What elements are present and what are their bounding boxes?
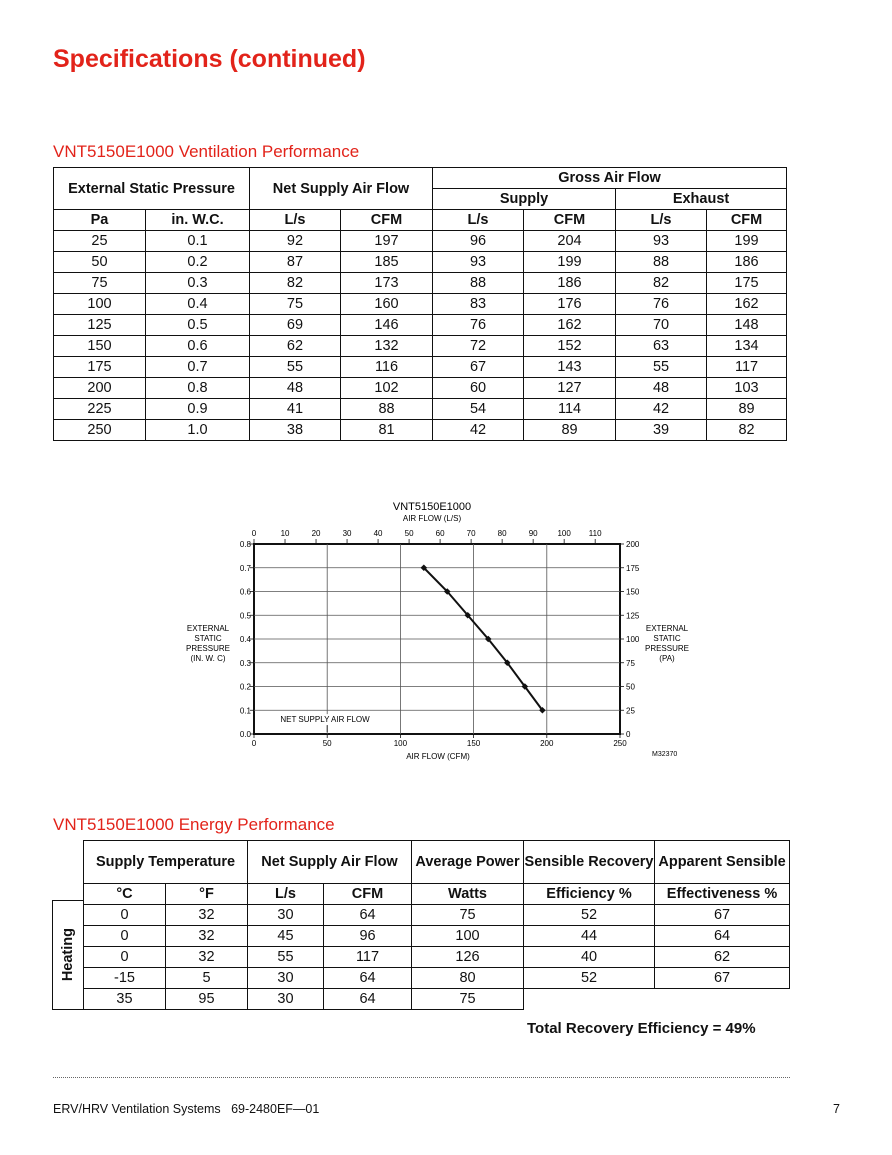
top-tick-label: 20 bbox=[311, 529, 321, 538]
table-cell: 42 bbox=[616, 399, 707, 420]
table-row bbox=[54, 273, 787, 294]
table-row bbox=[54, 399, 787, 420]
page-title: Specifications (continued) bbox=[53, 45, 366, 73]
chart-axis-labels bbox=[186, 624, 689, 663]
column-header: L/s bbox=[616, 210, 707, 231]
top-tick-label: 10 bbox=[280, 529, 290, 538]
energy-subheader: Watts bbox=[412, 884, 524, 905]
top-tick-label: 100 bbox=[557, 529, 571, 538]
table-cell: 152 bbox=[524, 336, 616, 357]
apparent-sensible-header bbox=[655, 841, 790, 884]
table-cell: 80 bbox=[412, 968, 524, 989]
table-cell: 30 bbox=[248, 989, 324, 1010]
column-header: CFM bbox=[707, 210, 787, 231]
table-cell: 1.0 bbox=[146, 420, 250, 441]
table-cell: 114 bbox=[524, 399, 616, 420]
y-tick-label: 0.3 bbox=[239, 658, 251, 668]
energy-subheader: CFM bbox=[324, 884, 412, 905]
heating-side-box bbox=[52, 900, 83, 1010]
table-cell: 100 bbox=[54, 294, 146, 315]
y-tick-label: 0.4 bbox=[239, 635, 251, 644]
column-header: in. W.C. bbox=[146, 210, 250, 231]
right-tick-label: 50 bbox=[626, 682, 635, 692]
left-axis-label-line: (IN. W. C) bbox=[190, 654, 226, 663]
energy-table-body bbox=[84, 905, 790, 1010]
x-tick-label: 200 bbox=[540, 739, 554, 748]
right-tick-label: 75 bbox=[626, 658, 635, 668]
table-cell: 32 bbox=[166, 905, 248, 926]
table-cell: 125 bbox=[54, 315, 146, 336]
table-cell: 38 bbox=[250, 420, 341, 441]
table-row bbox=[54, 336, 787, 357]
table-cell: 199 bbox=[707, 231, 787, 252]
table-cell: 0.9 bbox=[146, 399, 250, 420]
y-tick-label: 0.0 bbox=[239, 730, 251, 739]
column-header: CFM bbox=[341, 210, 433, 231]
y-tick-label: 0.6 bbox=[239, 587, 251, 597]
table-cell: 82 bbox=[250, 273, 341, 294]
table-cell: 76 bbox=[616, 294, 707, 315]
table-cell: 67 bbox=[655, 905, 790, 926]
right-tick-label: 200 bbox=[626, 540, 640, 549]
table-cell: 96 bbox=[433, 231, 524, 252]
top-tick-label: 70 bbox=[466, 529, 476, 538]
table-cell: 0.3 bbox=[146, 273, 250, 294]
table-cell: 64 bbox=[655, 926, 790, 947]
table-cell: 148 bbox=[707, 315, 787, 336]
right-tick-label: 100 bbox=[626, 635, 640, 644]
table-cell: 63 bbox=[616, 336, 707, 357]
top-tick-label: 40 bbox=[373, 529, 383, 538]
table-cell: 30 bbox=[248, 905, 324, 926]
right-tick-label: 25 bbox=[626, 706, 635, 716]
table-cell: 0.7 bbox=[146, 357, 250, 378]
table-cell: 75 bbox=[250, 294, 341, 315]
table-cell: 185 bbox=[341, 252, 433, 273]
left-axis-label-line: EXTERNAL bbox=[186, 624, 230, 633]
top-tick-label: 60 bbox=[435, 529, 445, 538]
top-tick-label: 110 bbox=[588, 529, 602, 538]
table-cell: 200 bbox=[54, 378, 146, 399]
energy-net-supply-header: Net Supply Air Flow bbox=[248, 841, 412, 884]
table-cell: 93 bbox=[433, 252, 524, 273]
table-cell: 41 bbox=[250, 399, 341, 420]
energy-subheader: L/s bbox=[248, 884, 324, 905]
table-cell: 82 bbox=[616, 273, 707, 294]
table-cell: 175 bbox=[54, 357, 146, 378]
y-tick-label: 0.8 bbox=[239, 540, 251, 549]
total-recovery-note: Total Recovery Efficiency = 49% bbox=[527, 1020, 756, 1037]
table-cell: 40 bbox=[524, 947, 655, 968]
table-cell: 92 bbox=[250, 231, 341, 252]
exhaust-header: Exhaust bbox=[616, 189, 787, 210]
ventilation-table-body bbox=[54, 231, 787, 441]
table-cell: 82 bbox=[707, 420, 787, 441]
table-cell: 81 bbox=[341, 420, 433, 441]
table-cell: 30 bbox=[248, 968, 324, 989]
footer-doc-id: ERV/HRV Ventilation Systems 69-2480EF—01 bbox=[53, 1102, 320, 1116]
table-cell: 42 bbox=[433, 420, 524, 441]
avg-power-header bbox=[412, 841, 524, 884]
table-cell: 0 bbox=[84, 947, 166, 968]
right-tick-label: 150 bbox=[626, 587, 640, 597]
table-cell: 176 bbox=[524, 294, 616, 315]
page-number: 7 bbox=[833, 1102, 840, 1116]
supply-header: Supply bbox=[433, 189, 616, 210]
y-tick-label: 0.1 bbox=[239, 706, 251, 716]
top-tick-label: 30 bbox=[342, 529, 352, 538]
energy-table bbox=[83, 840, 790, 1010]
table-row bbox=[84, 905, 790, 926]
table-cell: 103 bbox=[707, 378, 787, 399]
ventilation-table bbox=[53, 167, 787, 441]
x-tick-label: 0 bbox=[251, 739, 257, 748]
table-cell: 204 bbox=[524, 231, 616, 252]
top-tick-label: 50 bbox=[404, 529, 414, 538]
net-supply-header: Net Supply Air Flow bbox=[250, 168, 433, 210]
table-cell: 60 bbox=[433, 378, 524, 399]
table-row bbox=[84, 989, 790, 1010]
x-tick-label: 50 bbox=[322, 739, 332, 748]
table-cell: 48 bbox=[250, 378, 341, 399]
table-cell: 75 bbox=[412, 989, 524, 1010]
table-cell: 250 bbox=[54, 420, 146, 441]
table-cell: 88 bbox=[433, 273, 524, 294]
table-row bbox=[54, 378, 787, 399]
table-cell: 0.1 bbox=[146, 231, 250, 252]
column-header: Pa bbox=[54, 210, 146, 231]
table-cell: 186 bbox=[524, 273, 616, 294]
right-axis-label-line: EXTERNAL bbox=[645, 624, 689, 633]
heating-label: Heating bbox=[60, 928, 76, 982]
table-cell: 134 bbox=[707, 336, 787, 357]
right-axis-label-line: PRESSURE bbox=[644, 644, 690, 653]
column-header: L/s bbox=[433, 210, 524, 231]
supply-temp-header: Supply Temperature bbox=[84, 841, 248, 884]
top-axis-label: AIR FLOW (L/S) bbox=[402, 514, 462, 523]
table-cell: 50 bbox=[54, 252, 146, 273]
table-cell: 25 bbox=[54, 231, 146, 252]
table-cell: 117 bbox=[707, 357, 787, 378]
table-cell: 116 bbox=[341, 357, 433, 378]
left-axis-label-line: PRESSURE bbox=[185, 644, 231, 653]
table-cell: 44 bbox=[524, 926, 655, 947]
table-cell: 0 bbox=[84, 926, 166, 947]
x-tick-label: 100 bbox=[393, 739, 408, 748]
series-label: NET SUPPLY AIR FLOW bbox=[280, 715, 370, 725]
table-cell: 225 bbox=[54, 399, 146, 420]
table-row bbox=[54, 357, 787, 378]
table-cell: 55 bbox=[616, 357, 707, 378]
table-cell: 162 bbox=[524, 315, 616, 336]
table-cell: 0 bbox=[84, 905, 166, 926]
empty-cell bbox=[524, 989, 790, 1010]
sensible-recovery-header bbox=[524, 841, 655, 884]
table-cell: -15 bbox=[84, 968, 166, 989]
table-cell: 67 bbox=[433, 357, 524, 378]
right-axis-label-line: STATIC bbox=[653, 634, 681, 643]
y-tick-label: 0.7 bbox=[239, 563, 251, 573]
energy-subheader: °C bbox=[84, 884, 166, 905]
energy-subheader: Efficiency % bbox=[524, 884, 655, 905]
table-cell: 64 bbox=[324, 905, 412, 926]
table-cell: 32 bbox=[166, 926, 248, 947]
chart-title: VNT5150E1000 bbox=[392, 501, 472, 513]
y-tick-label: 0.2 bbox=[239, 682, 251, 692]
table-cell: 93 bbox=[616, 231, 707, 252]
table-cell: 96 bbox=[324, 926, 412, 947]
table-cell: 67 bbox=[655, 968, 790, 989]
table-cell: 88 bbox=[616, 252, 707, 273]
energy-subheader: Effectiveness % bbox=[655, 884, 790, 905]
table-cell: 45 bbox=[248, 926, 324, 947]
table-cell: 75 bbox=[54, 273, 146, 294]
table-cell: 54 bbox=[433, 399, 524, 420]
top-tick-label: 0 bbox=[251, 529, 257, 538]
table-cell: 102 bbox=[341, 378, 433, 399]
x-axis-label: AIR FLOW (CFM) bbox=[406, 752, 470, 761]
table-cell: 76 bbox=[433, 315, 524, 336]
table-cell: 70 bbox=[616, 315, 707, 336]
figure-id: M32370 bbox=[652, 751, 678, 758]
table-cell: 150 bbox=[54, 336, 146, 357]
table-cell: 143 bbox=[524, 357, 616, 378]
table-row bbox=[54, 231, 787, 252]
table-cell: 0.4 bbox=[146, 294, 250, 315]
footer-divider bbox=[53, 1077, 790, 1078]
table-cell: 199 bbox=[524, 252, 616, 273]
table-cell: 89 bbox=[524, 420, 616, 441]
table-cell: 0.5 bbox=[146, 315, 250, 336]
table-cell: 5 bbox=[166, 968, 248, 989]
airflow-chart bbox=[170, 495, 730, 770]
avg-power-label: Average Power bbox=[415, 854, 520, 870]
table-row bbox=[54, 315, 787, 336]
top-tick-label: 90 bbox=[528, 529, 538, 538]
table-cell: 127 bbox=[524, 378, 616, 399]
table-row bbox=[84, 968, 790, 989]
top-tick-label: 80 bbox=[497, 529, 507, 538]
table-cell: 186 bbox=[707, 252, 787, 273]
right-tick-label: 175 bbox=[626, 563, 640, 573]
energy-section-title: VNT5150E1000 Energy Performance bbox=[53, 815, 335, 834]
chart-series bbox=[278, 564, 545, 732]
table-cell: 89 bbox=[707, 399, 787, 420]
sensible-recovery-label: Sensible Recovery bbox=[524, 854, 654, 870]
table-cell: 52 bbox=[524, 905, 655, 926]
table-row bbox=[54, 252, 787, 273]
x-tick-label: 250 bbox=[613, 739, 627, 748]
x-tick-label: 150 bbox=[466, 739, 481, 748]
table-cell: 64 bbox=[324, 968, 412, 989]
gross-airflow-header: Gross Air Flow bbox=[433, 168, 787, 189]
table-cell: 62 bbox=[250, 336, 341, 357]
table-cell: 175 bbox=[707, 273, 787, 294]
table-cell: 75 bbox=[412, 905, 524, 926]
table-cell: 88 bbox=[341, 399, 433, 420]
table-cell: 0.6 bbox=[146, 336, 250, 357]
table-cell: 197 bbox=[341, 231, 433, 252]
table-cell: 72 bbox=[433, 336, 524, 357]
table-cell: 39 bbox=[616, 420, 707, 441]
esp-header: External Static Pressure bbox=[54, 168, 250, 210]
table-cell: 62 bbox=[655, 947, 790, 968]
table-cell: 87 bbox=[250, 252, 341, 273]
table-cell: 48 bbox=[616, 378, 707, 399]
table-cell: 100 bbox=[412, 926, 524, 947]
y-tick-label: 0.5 bbox=[239, 611, 251, 621]
table-cell: 117 bbox=[324, 947, 412, 968]
column-header: L/s bbox=[250, 210, 341, 231]
table-cell: 64 bbox=[324, 989, 412, 1010]
table-row bbox=[84, 926, 790, 947]
left-axis-label-line: STATIC bbox=[194, 634, 222, 643]
table-row bbox=[84, 947, 790, 968]
table-cell: 32 bbox=[166, 947, 248, 968]
ventilation-section-title: VNT5150E1000 Ventilation Performance bbox=[53, 142, 360, 161]
chart-grid bbox=[254, 544, 620, 734]
table-cell: 146 bbox=[341, 315, 433, 336]
table-cell: 55 bbox=[250, 357, 341, 378]
table-cell: 132 bbox=[341, 336, 433, 357]
right-axis-label-line: (PA) bbox=[659, 654, 675, 663]
energy-subheader-row bbox=[84, 884, 790, 905]
table-cell: 83 bbox=[433, 294, 524, 315]
column-header: CFM bbox=[524, 210, 616, 231]
table-cell: 55 bbox=[248, 947, 324, 968]
table-row bbox=[54, 420, 787, 441]
table-cell: 173 bbox=[341, 273, 433, 294]
right-tick-label: 0 bbox=[626, 730, 631, 739]
table-cell: 162 bbox=[707, 294, 787, 315]
table-cell: 0.2 bbox=[146, 252, 250, 273]
apparent-sensible-label: Apparent Sensible bbox=[658, 854, 786, 870]
table-cell: 160 bbox=[341, 294, 433, 315]
energy-subheader: °F bbox=[166, 884, 248, 905]
table-cell: 52 bbox=[524, 968, 655, 989]
table-cell: 35 bbox=[84, 989, 166, 1010]
table-row bbox=[54, 294, 787, 315]
column-header-row bbox=[54, 210, 787, 231]
table-cell: 0.8 bbox=[146, 378, 250, 399]
table-cell: 95 bbox=[166, 989, 248, 1010]
right-tick-label: 125 bbox=[626, 611, 640, 621]
table-cell: 69 bbox=[250, 315, 341, 336]
table-cell: 126 bbox=[412, 947, 524, 968]
